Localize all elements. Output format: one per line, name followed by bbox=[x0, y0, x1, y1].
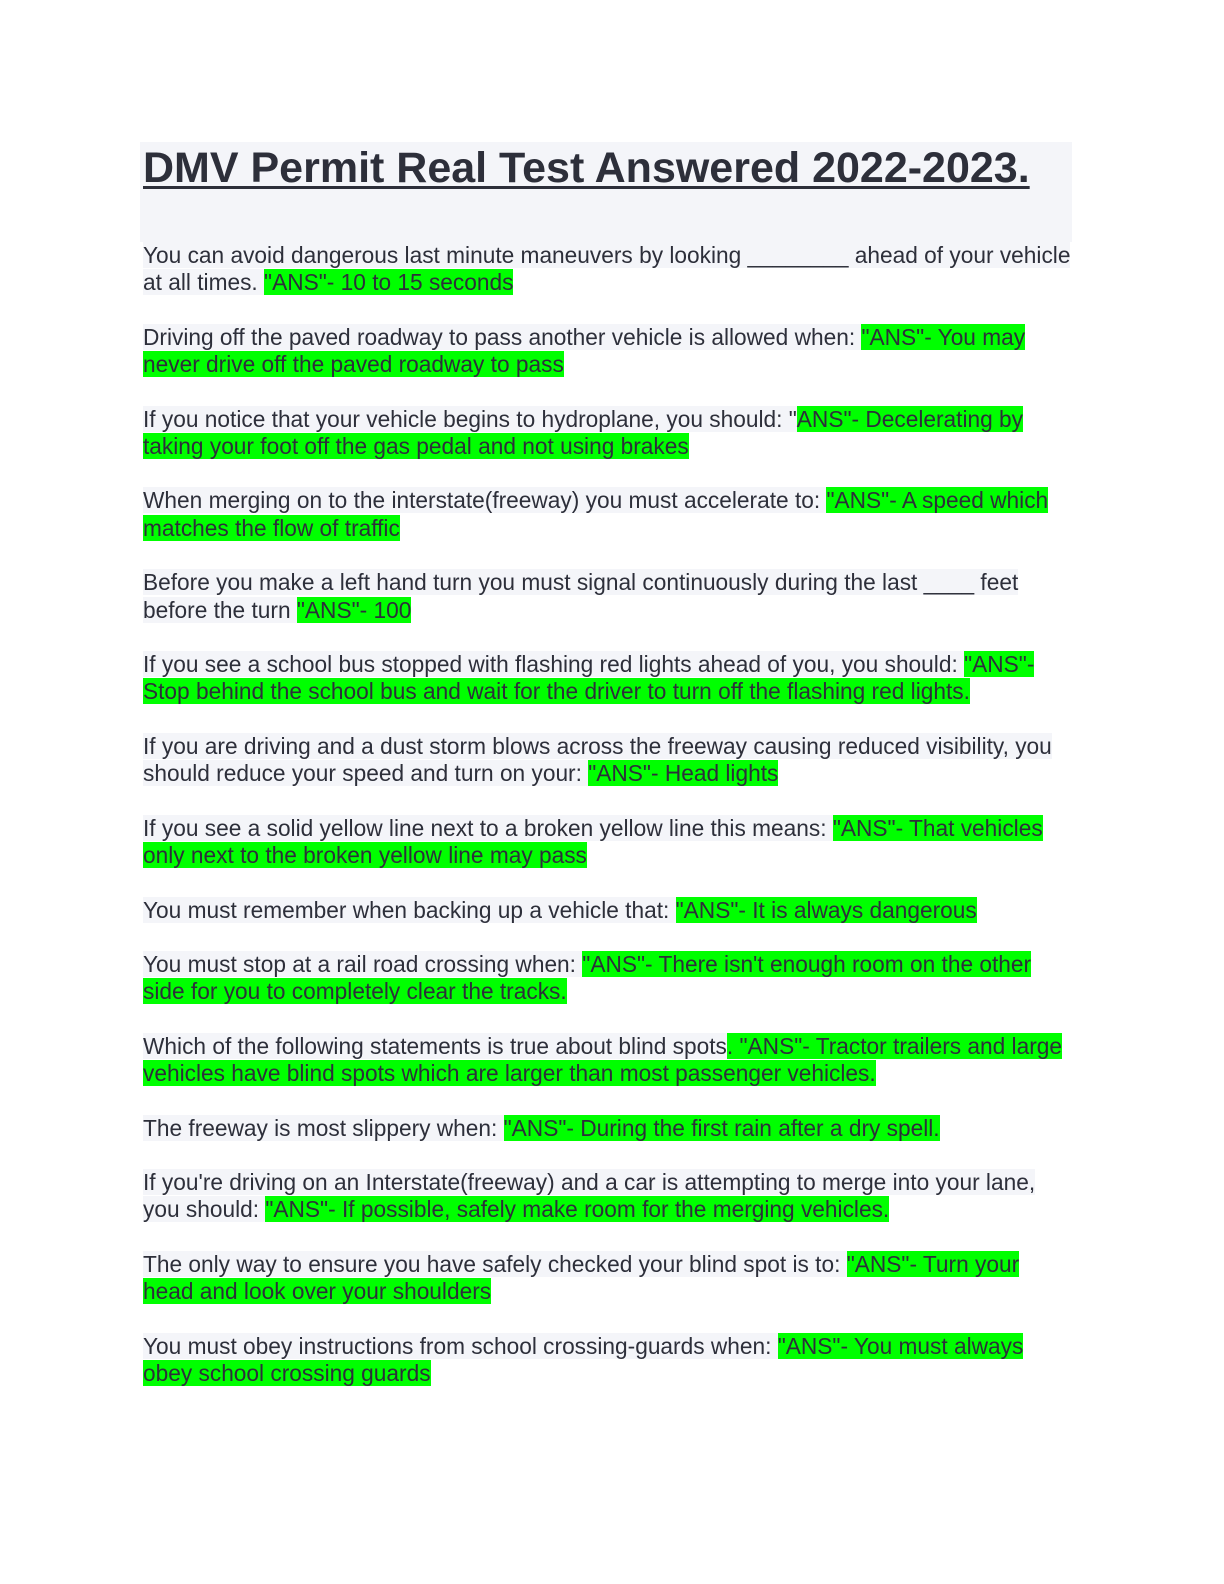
answer-highlight: "ANS"- You must always obey school crossing guards bbox=[143, 1332, 1024, 1386]
question-text: Driving off the paved roadway to pass another vehicle is allowed when: bbox=[143, 323, 862, 350]
question-text: The freeway is most slippery when: bbox=[143, 1114, 504, 1141]
question-text: You must obey instructions from school crossing-guards when: bbox=[143, 1332, 778, 1359]
question-item bbox=[143, 1251, 1073, 1306]
question-item bbox=[143, 951, 1073, 1006]
question-text: If you see a solid yellow line next to a broken yellow line this means: bbox=[143, 814, 833, 841]
question-text: You can avoid dangerous last minute maneuvers by looking ________ ahead of your vehicle at all times. bbox=[143, 242, 1071, 296]
title-block bbox=[140, 142, 1072, 242]
question-text: Which of the following statements is true about blind spots bbox=[143, 1032, 727, 1059]
question-text: If you are driving and a dust storm blows across the freeway causing reduced visibility, you should reduce your speed and turn on your: bbox=[143, 732, 1052, 787]
question-item bbox=[143, 1333, 1073, 1388]
question-item bbox=[143, 242, 1073, 297]
question-text: If you're driving on an Interstate(freeway) and a car is attempting to merge into your lane, you should: bbox=[143, 1168, 1036, 1223]
question-item bbox=[143, 733, 1073, 788]
question-list bbox=[143, 242, 1073, 1414]
question-text: If you see a school bus stopped with flashing red lights ahead of you, you should: bbox=[143, 651, 965, 678]
question-item bbox=[143, 897, 1073, 924]
answer-highlight: "ANS"- Turn your head and look over your shoulders bbox=[143, 1250, 1020, 1305]
answer-highlight: "ANS"- During the first rain after a dry spell. bbox=[503, 1114, 940, 1141]
answer-highlight: "ANS"- You may never drive off the paved roadway to pass bbox=[143, 323, 1026, 378]
question-item bbox=[143, 569, 1073, 624]
answer-highlight: "ANS"- That vehicles only next to the broken yellow line may pass bbox=[143, 814, 1043, 869]
answer-highlight: "ANS"- Stop behind the school bus and wait for the driver to turn off the flashing red lights. bbox=[143, 651, 1035, 705]
question-item bbox=[143, 651, 1073, 706]
question-item bbox=[143, 406, 1073, 461]
answer-highlight: . "ANS"- Tractor trailers and large vehicles have blind spots which are larger than most passenger vehicles. bbox=[143, 1032, 1062, 1087]
question-item bbox=[143, 324, 1073, 379]
question-text: You must stop at a rail road crossing when: bbox=[143, 950, 583, 977]
question-item bbox=[143, 1115, 1073, 1142]
question-item bbox=[143, 1033, 1073, 1088]
answer-highlight: "ANS"- It is always dangerous bbox=[675, 896, 977, 923]
question-text: When merging on to the interstate(freeway) you must accelerate to: bbox=[143, 487, 827, 514]
question-item bbox=[143, 815, 1073, 870]
answer-highlight: "ANS"- A speed which matches the flow of traffic bbox=[143, 487, 1049, 541]
answer-highlight: "ANS"- 100 bbox=[296, 596, 412, 623]
question-text: If you notice that your vehicle begins to hydroplane, you should: " bbox=[143, 405, 797, 432]
answer-highlight: "ANS"- There isn't enough room on the other side for you to completely clear the tracks. bbox=[143, 950, 1032, 1005]
question-text: You must remember when backing up a vehicle that: bbox=[143, 896, 676, 923]
answer-highlight: ANS"- Decelerating by taking your foot off the gas pedal and not using brakes bbox=[143, 405, 1023, 460]
question-item bbox=[143, 1169, 1073, 1224]
question-text: The only way to ensure you have safely checked your blind spot is to: bbox=[143, 1250, 847, 1277]
answer-highlight: "ANS"- If possible, safely make room for the merging vehicles. bbox=[265, 1196, 890, 1223]
document-title: DMV Permit Real Test Answered 2022-2023. bbox=[143, 144, 1030, 192]
question-item bbox=[143, 487, 1073, 542]
question-text: Before you make a left hand turn you must signal continuously during the last ____ feet before the turn bbox=[143, 569, 1019, 623]
answer-highlight: "ANS"- Head lights bbox=[588, 760, 779, 787]
answer-highlight: "ANS"- 10 to 15 seconds bbox=[264, 269, 514, 296]
